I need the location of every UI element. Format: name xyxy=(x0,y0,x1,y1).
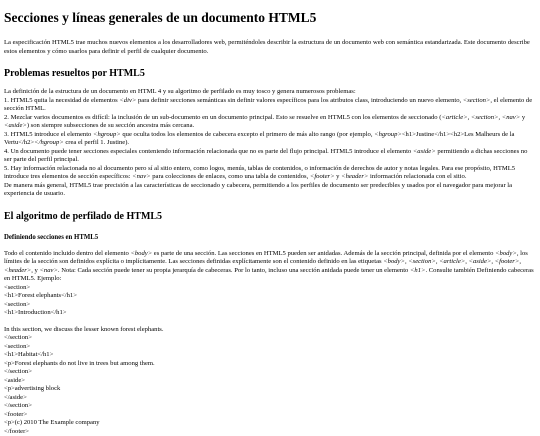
tag-code: <header> xyxy=(341,173,368,180)
code-line: </footer> xyxy=(4,428,536,436)
defining-sections-paragraph xyxy=(4,250,536,284)
page-title: Secciones y líneas generales de un documento HTML5 xyxy=(4,10,536,25)
text: 5. Hay información relacionada no al documento pero sí al sitio entero, como logos, menús, tablas de contenidos, o información de derechos de autor y notas legales. Para ese propósito, HTML5 introduce tres elementos de sección específicos: xyxy=(4,165,515,181)
code-line: <p>(c) 2010 The Example company xyxy=(4,419,536,428)
tag-code: <hgroup> xyxy=(374,131,402,138)
tag-code: <h1> xyxy=(410,267,426,274)
text: . Nota: Cada sección puede tener su propia jerarquía de cabeceras. Por lo tanto, incluso una sección anidada puede tener un elemento xyxy=(58,267,410,274)
text: , xyxy=(491,258,494,265)
code-line: <p>advertising block xyxy=(4,385,536,394)
tag-code: <section> xyxy=(463,97,491,104)
code-line: </section> xyxy=(4,368,536,377)
tag-code: <nav> xyxy=(39,267,57,274)
intro-paragraph: La especificación HTML5 trae muchos nuevos elementos a los desarrolladores web, permiténdoles describir la estructura de un documento web con semántica estandarizada. Este documento describe estos elementos y cómo usarlos para definir el perfil de cualquier documento. xyxy=(4,39,536,56)
example-note: In this section, we discuss the lesser known forest elephants. xyxy=(4,326,536,335)
text: , xyxy=(405,258,408,265)
tag-code: <body> xyxy=(495,250,517,257)
tag-code: <header> xyxy=(4,267,31,274)
tag-code: </hgroup> xyxy=(34,139,64,146)
tag-code: <nav> xyxy=(502,114,520,121)
code-line: </section> xyxy=(4,402,536,411)
text: , y xyxy=(31,267,39,274)
text: para definir secciones semánticas sin definir valores específicos para los atributos class, introduciendo un nuevo elemento, xyxy=(136,97,462,104)
text: Todo el contenido incluido dentro del elemento xyxy=(4,250,130,257)
text: para colecciones de enlaces, como una tabla de contenidos, xyxy=(151,173,310,180)
problems-summary: De manera más general, HTML5 trae precisión a las características de seccionado y cabecera, permitiendo a los perfiles de documento ser predecibles y usados por el navegador para mejorar la experiencia de usuario. xyxy=(4,182,536,199)
code-line: <section> xyxy=(4,301,536,310)
text: , xyxy=(468,114,471,121)
tag-code: <body> xyxy=(383,258,405,265)
text: , xyxy=(436,258,439,265)
code-example-part-2 xyxy=(4,334,536,436)
text: , xyxy=(498,114,501,121)
code-line: </section> xyxy=(4,334,536,343)
tag-code: <nav> xyxy=(132,173,150,180)
tag-code: <body> xyxy=(130,250,152,257)
subsection-heading-defining: Definiendo secciones en HTML5 xyxy=(4,233,536,242)
text: y xyxy=(520,114,525,121)
problem-item-1 xyxy=(4,97,536,114)
text: , xyxy=(519,258,521,265)
problems-list xyxy=(4,88,536,199)
code-line: <h1>Forest elephants</h1> xyxy=(4,292,536,301)
problem-item-4 xyxy=(4,148,536,165)
text: , el elemento de sección HTML. xyxy=(4,97,532,113)
text: 1. HTML5 quita la necesidad de elementos xyxy=(4,97,119,104)
text: es parte de una sección. Las secciones en HTML5 pueden ser anidadas. Además de la sección principal, definida por el elemento xyxy=(152,250,495,257)
text: que oculta todos los elementos de cabecera excepto el primero de más alto rango (por ejemplo, xyxy=(121,131,374,138)
code-line: </aside> xyxy=(4,394,536,403)
problems-lead: La definición de la estructura de un documento en HTML 4 y su algoritmo de perfilado es muy tosco y genera numerosos problemas: xyxy=(4,88,536,97)
tag-code: <footer> xyxy=(495,258,520,265)
tag-code: <hgroup> xyxy=(93,131,121,138)
code-line: <h1>Introduction</h1> xyxy=(4,309,536,318)
code-line: <h1>Habitat</h1> xyxy=(4,351,536,360)
tag-code: <aside> xyxy=(413,148,436,155)
code-example-part-1 xyxy=(4,284,536,318)
tag-code: <aside> xyxy=(469,258,492,265)
code-line: <p>Forest elephants do not live in trees but among them. xyxy=(4,360,536,369)
text: permitiendo a dichas secciones no ser parte del perfil principal. xyxy=(4,148,527,164)
section-heading-algorithm: El algoritmo de perfilado de HTML5 xyxy=(4,211,536,223)
text: 4. Un documento puede tener secciones especiales conteniendo información relacionada que no es parte del flujo principal. HTML5 introduce el elemento xyxy=(4,148,413,155)
code-line: <section> xyxy=(4,343,536,352)
code-line: <aside> xyxy=(4,377,536,386)
tag-code: <footer> xyxy=(310,173,335,180)
text: <h1>Justine</h1><h2>Les Malheurs de la Vertu</h2> xyxy=(4,131,514,147)
text: 3. HTML5 introduce el elemento xyxy=(4,131,93,138)
section-heading-problems: Problemas resueltos por HTML5 xyxy=(4,68,536,80)
text: . Consulte también Definiendo cabeceras en HTML5. Ejemplo: xyxy=(4,267,534,283)
problem-item-5 xyxy=(4,165,536,182)
tag-code: <section> xyxy=(471,114,499,121)
text: ) son siempre subsecciones de su sección ancestra más cercana. xyxy=(27,122,194,129)
tag-code: <div> xyxy=(119,97,136,104)
tag-code: <article> xyxy=(439,258,465,265)
text: 2. Mezclar varios documentos es difícil: la inclusión de un sub-documento en un documento principal. Esto se resuelve en HTML5 con los elementos de seccionado ( xyxy=(4,114,441,121)
code-line: <section> xyxy=(4,284,536,293)
tag-code: <section> xyxy=(408,258,436,265)
code-line: <footer> xyxy=(4,411,536,420)
text: crea el perfil 1. Justine). xyxy=(64,139,129,146)
text: y xyxy=(335,173,342,180)
text: , los límites de la sección son definidos explícita o implícitamente. Las secciones definidas explícitamente son el contenido definido en las etiquetas xyxy=(4,250,528,266)
tag-code: <article> xyxy=(441,114,467,121)
text: , xyxy=(465,258,468,265)
text: información relacionada con el sitio. xyxy=(368,173,466,180)
tag-code: <aside> xyxy=(4,122,27,129)
problem-item-3 xyxy=(4,131,536,148)
problem-item-2 xyxy=(4,114,536,131)
